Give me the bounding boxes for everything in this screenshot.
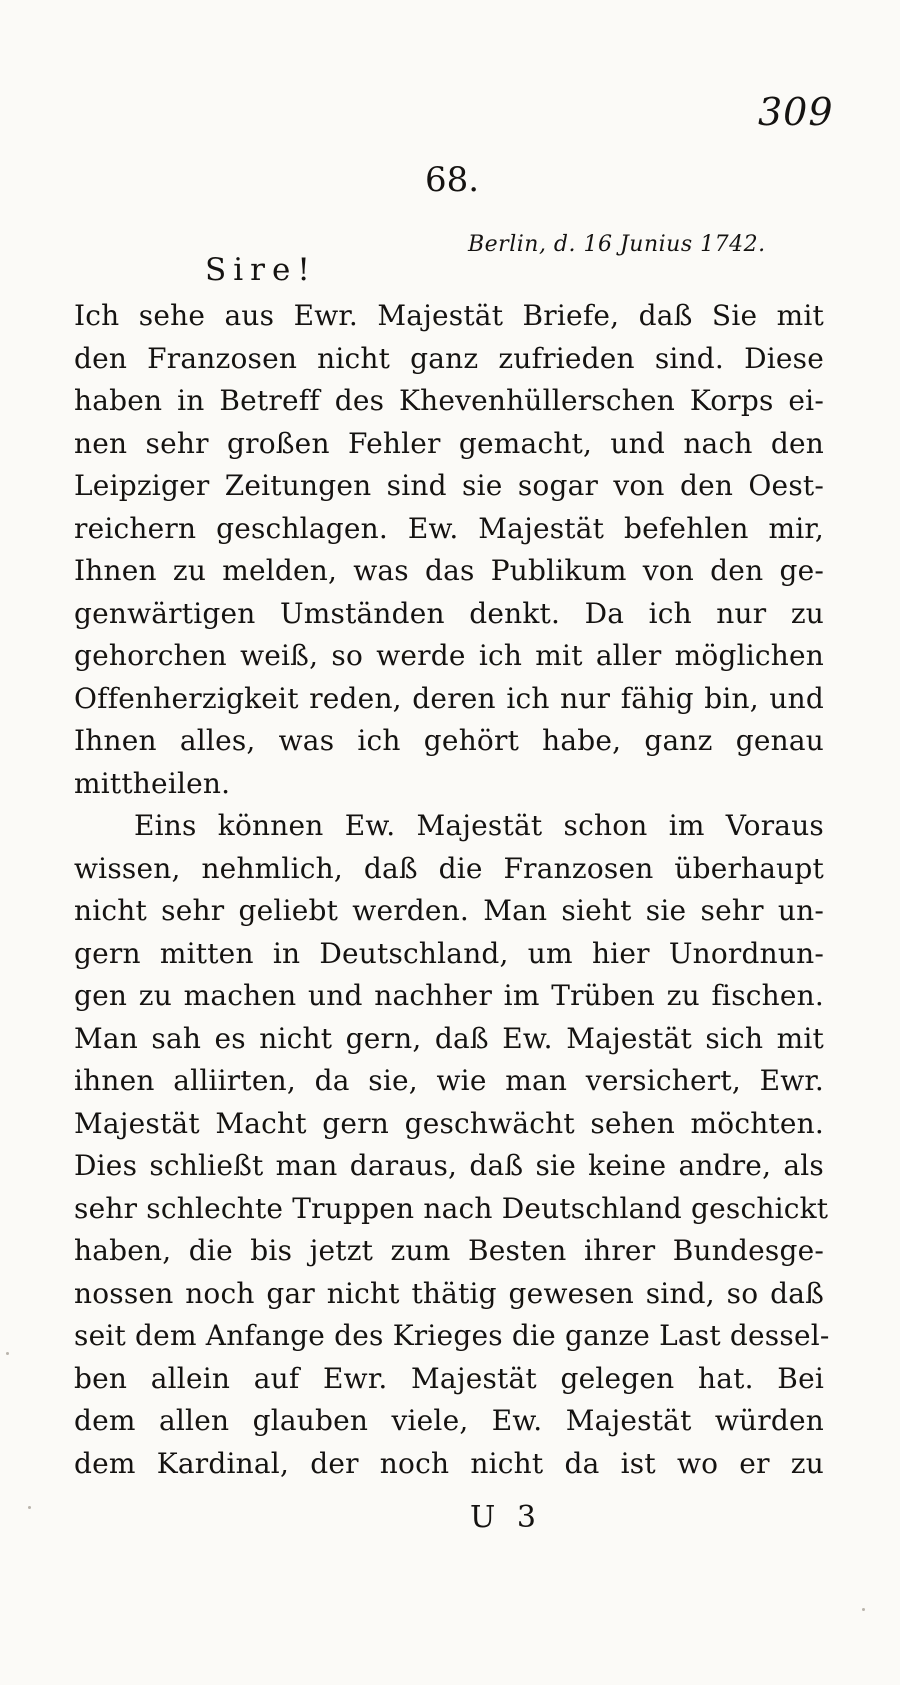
signature-mark: U 3 bbox=[470, 1500, 542, 1535]
text-line: Man sah es nicht gern, daß Ew. Majestät sich mit bbox=[74, 1021, 824, 1055]
text-line: Ich sehe aus Ewr. Majestät Briefe, daß Sie mit bbox=[74, 299, 824, 332]
paper-speck bbox=[28, 1506, 31, 1509]
text-line: Ihnen zu melden, was das Publikum von den ge- bbox=[74, 554, 824, 587]
text-line: haben in Betreff des Khevenhüllerschen Korps ei- bbox=[74, 384, 824, 417]
text-line: seit dem Anfange des Krieges die ganze Last dessel- bbox=[74, 1319, 830, 1352]
text-line: ihnen alliirten, da sie, wie man versichert, Ewr. bbox=[74, 1064, 824, 1097]
text-line: Dies schließt man daraus, daß sie keine andre, als bbox=[74, 1149, 824, 1182]
paper-speck bbox=[862, 1608, 865, 1611]
text-line: nossen noch gar nicht thätig gewesen sind, so daß bbox=[74, 1276, 824, 1310]
text-line: dem allen glauben viele, Ew. Majestät würden bbox=[74, 1404, 824, 1437]
text-line: Leipziger Zeitungen sind sie sogar von den Oest- bbox=[74, 469, 824, 502]
text-line: ben allein auf Ewr. Majestät gelegen hat. Bei bbox=[74, 1361, 824, 1395]
place-date: Berlin, d. 16 Junius 1742. bbox=[468, 232, 766, 257]
text-line: gen zu machen und nachher im Trüben zu fischen. bbox=[74, 979, 824, 1012]
text-line: wissen, nehmlich, daß die Franzosen überhaupt bbox=[74, 851, 824, 885]
text-line: nen sehr großen Fehler gemacht, und nach den bbox=[74, 426, 824, 460]
text-line: nicht sehr geliebt werden. Man sieht sie sehr un- bbox=[74, 894, 824, 927]
letter-number: 68. bbox=[425, 160, 480, 200]
text-line: genwärtigen Umständen denkt. Da ich nur zu bbox=[74, 596, 824, 630]
text-line: Eins können Ew. Majestät schon im Voraus bbox=[134, 809, 824, 842]
text-line: dem Kardinal, der noch nicht da ist wo er zu bbox=[74, 1446, 824, 1480]
text-line: haben, die bis jetzt zum Besten ihrer Bundesge- bbox=[74, 1234, 824, 1267]
text-line: Majestät Macht gern geschwächt sehen möchten. bbox=[74, 1106, 824, 1140]
paper-speck bbox=[6, 1352, 9, 1355]
text-line: reichern geschlagen. Ew. Majestät befehlen mir, bbox=[74, 511, 824, 545]
text-line: gern mitten in Deutschland, um hier Unordnun- bbox=[74, 936, 824, 970]
paragraph-1 bbox=[74, 295, 824, 805]
text-line: sehr schlechte Truppen nach Deutschland geschickt bbox=[74, 1191, 829, 1225]
letter-body bbox=[74, 295, 830, 1485]
text-line: Ihnen alles, was ich gehört habe, ganz genau bbox=[74, 724, 824, 757]
text-line: den Franzosen nicht ganz zufrieden sind. Diese bbox=[74, 341, 824, 375]
text-line: mittheilen. bbox=[74, 766, 231, 800]
page-number: 309 bbox=[758, 90, 834, 134]
paragraph-2 bbox=[74, 805, 830, 1485]
text-line: Offenherzigkeit reden, deren ich nur fähig bin, und bbox=[74, 681, 824, 715]
salutation: Sire! bbox=[205, 252, 317, 288]
text-line: gehorchen weiß, so werde ich mit aller möglichen bbox=[74, 639, 824, 672]
